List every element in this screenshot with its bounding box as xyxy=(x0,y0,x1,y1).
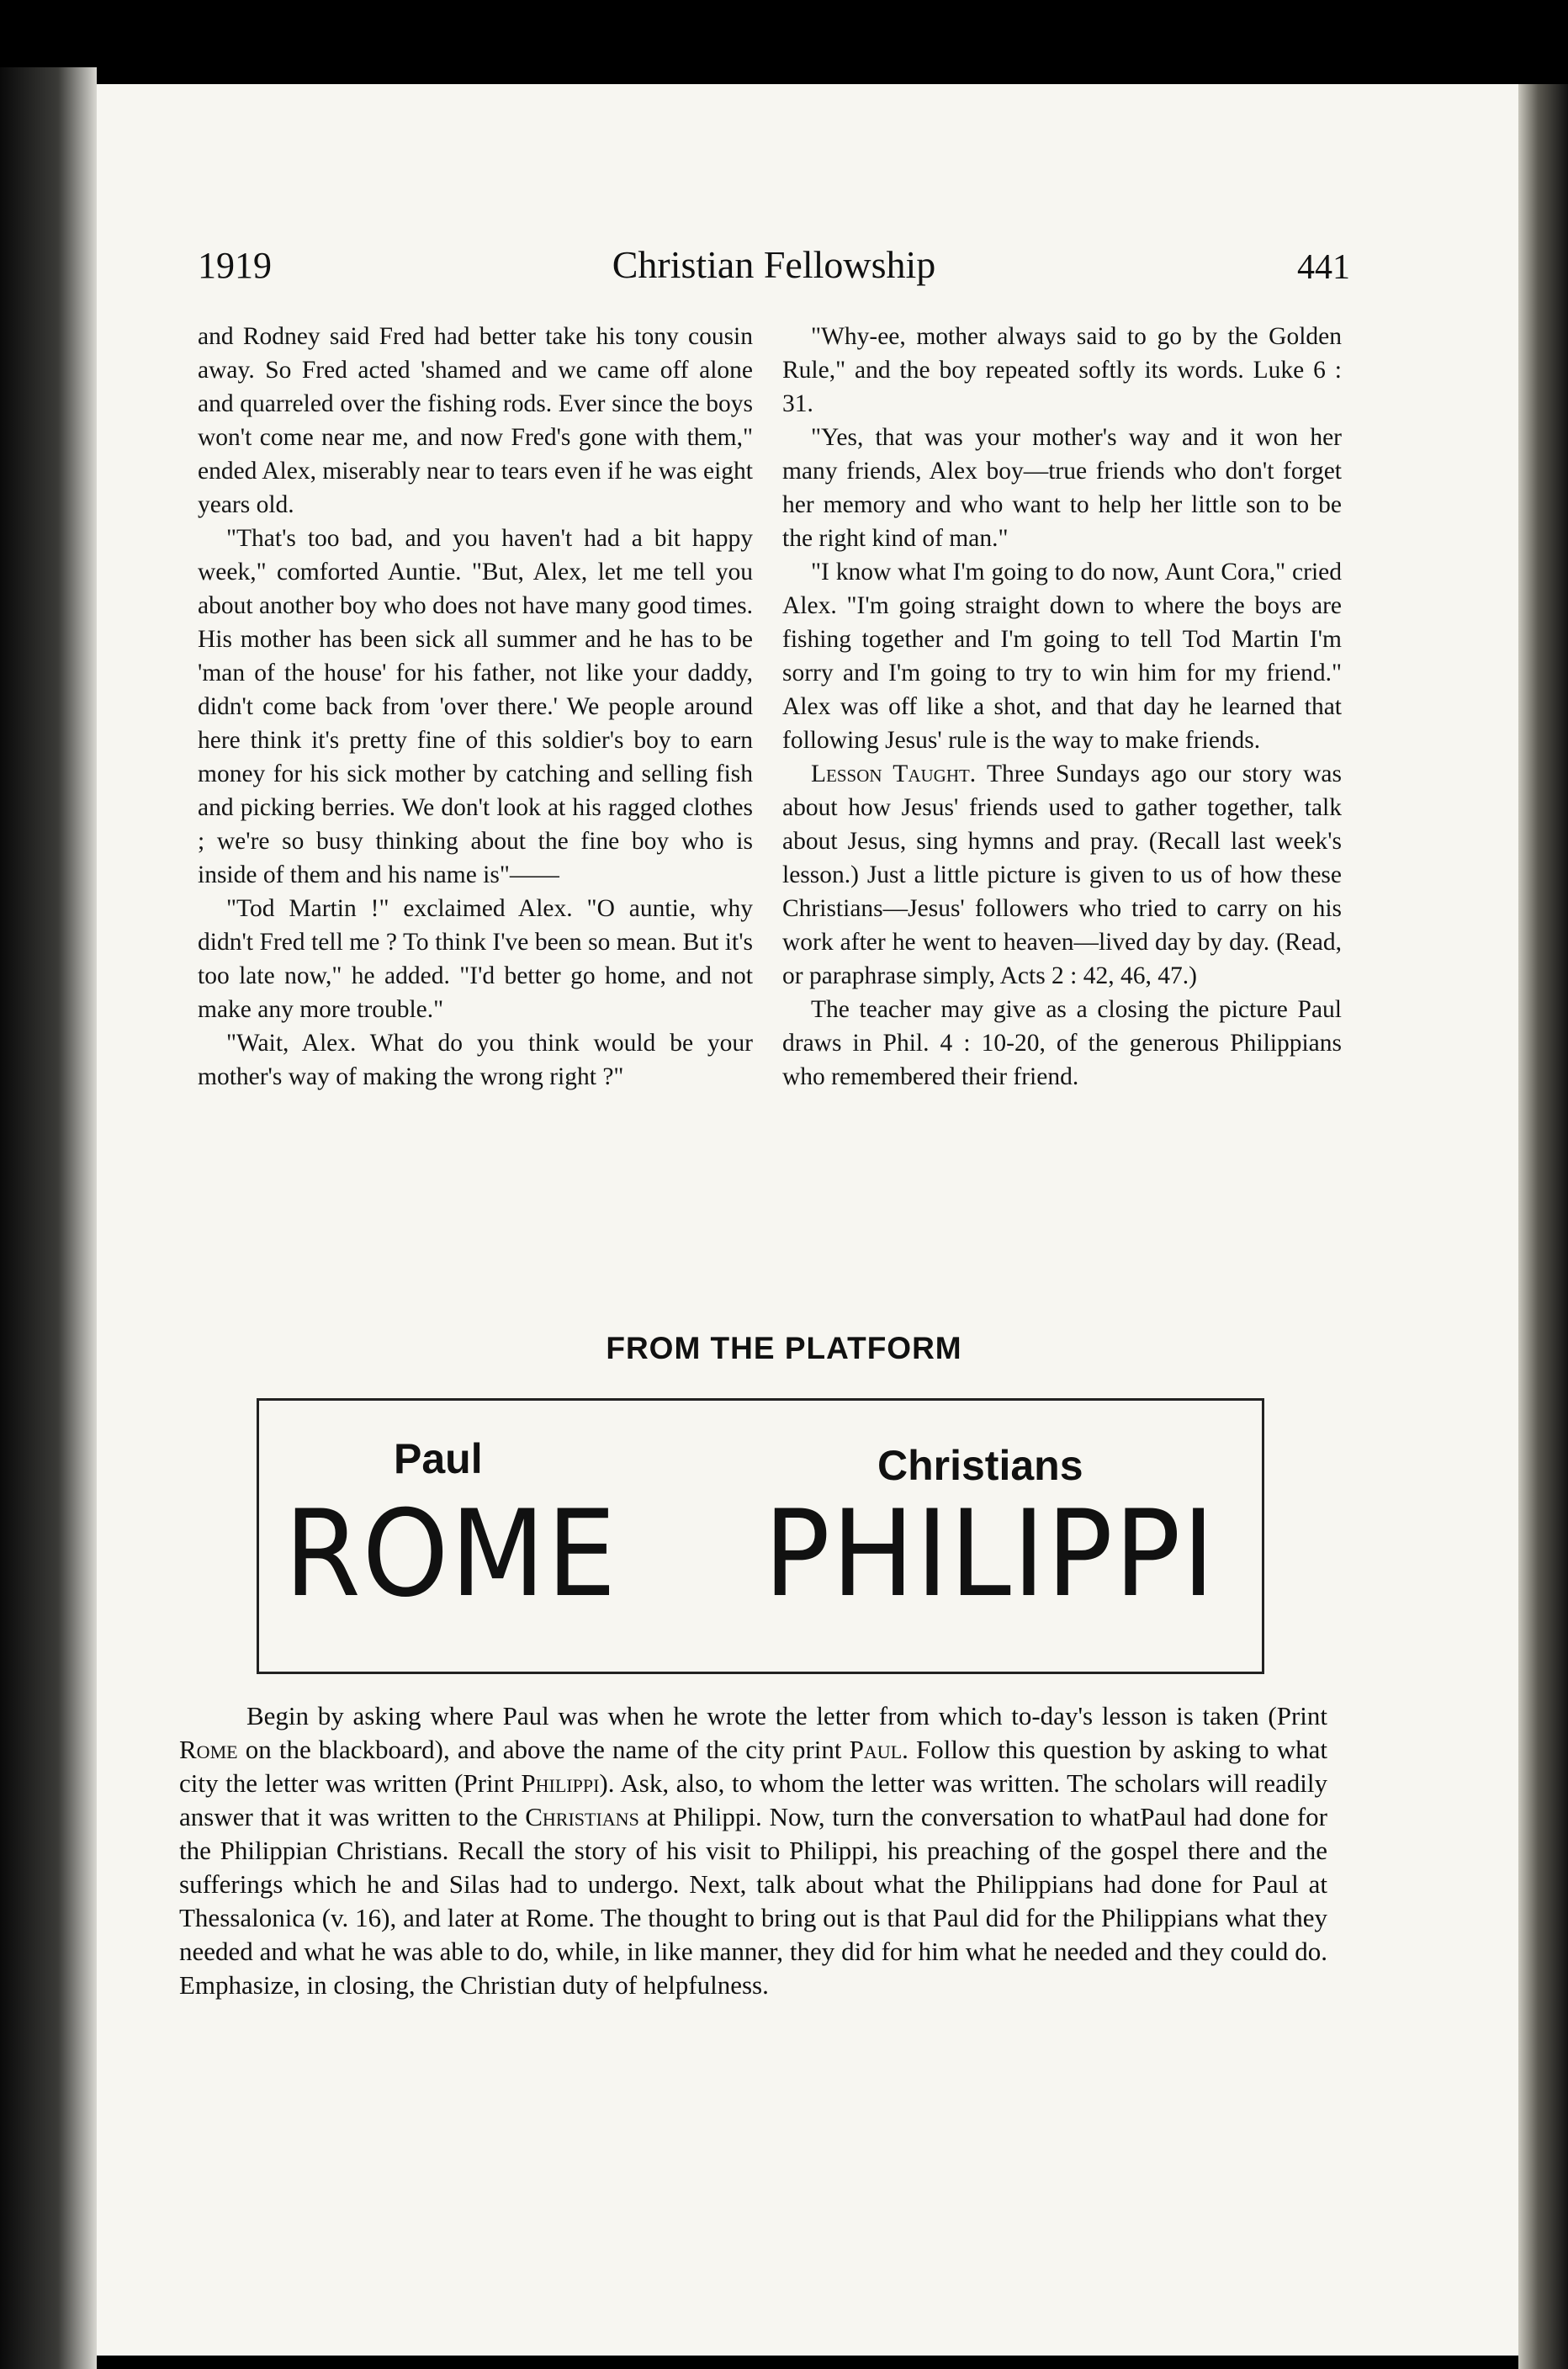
page-number: 441 xyxy=(1297,248,1350,287)
board-label-paul: Paul xyxy=(394,1435,483,1482)
text-run-smallcaps: Christians xyxy=(525,1802,639,1831)
board-word-rome: ROME xyxy=(284,1485,618,1624)
text-run: Begin by asking where Paul was when he wrote the letter from which to-day's lesson is taken (Print xyxy=(246,1701,1327,1730)
blackboard-diagram xyxy=(257,1398,1264,1674)
scan-left-margin xyxy=(0,67,97,2369)
paragraph: "Why-ee, mother always said to go by the Golden Rule," and the boy repeated softly its words. Luke 6 : 31. xyxy=(782,323,1342,417)
platform-instructions xyxy=(179,1699,1327,2002)
text-run-smallcaps: Paul xyxy=(849,1735,903,1764)
text-run: on the blackboard), and above the name of the city print xyxy=(237,1735,850,1764)
platform-heading: FROM THE PLATFORM xyxy=(606,1331,962,1365)
paragraph: "That's too bad, and you haven't had a bit happy week," comforted Auntie. "But, Alex, let me tell you about another boy who does not have many good times. His mother has been sick all summer and he has to be 'man of the house' for his father, not like your daddy, didn't come back from 'over there.' We people around here think it's pretty fine of this soldier's boy to earn money for his sick mother by catching and selling fish and picking berries. We don't look at his ragged clothes ; we're so busy thinking about the fine boy who is inside of them and his name is"—— xyxy=(198,525,753,888)
lesson-taught-paragraph xyxy=(782,757,1342,993)
lesson-heading: Lesson Taught. xyxy=(811,761,977,787)
text-run: ). Ask, also, to whom the letter was written. The scholars will readily answer that it was written to the xyxy=(179,1768,1327,1831)
text-run-smallcaps: Rome xyxy=(179,1735,238,1764)
lesson-text: Three Sundays ago our story was about how Jesus' friends used to gather together, talk about Jesus, sing hymns and pray. (Recall last week's lesson.) Just a little picture is given to us of how these Christians—Jesus' followers who tried to carry on his work after he went to heaven—lived day by day. (Read, or paraphrase simply, Acts 2 : 42, 46, 47.) xyxy=(782,761,1342,989)
header-year: 1919 xyxy=(198,245,272,286)
paragraph: "Wait, Alex. What do you think would be your mother's way of making the wrong right ?" xyxy=(198,1030,753,1090)
instructions-paragraph xyxy=(179,1699,1327,2002)
closing-paragraph: The teacher may give as a closing the picture Paul draws in Phil. 4 : 10-20, of the generous Philippians who remembered their friend. xyxy=(782,996,1342,1090)
board-word-philippi: PHILIPPI xyxy=(764,1485,1216,1624)
paragraph: and Rodney said Fred had better take his tony cousin away. So Fred acted 'shamed and we came off alone and quarreled over the fishing rods. Ever since the boys won't come near me, and now Fred's gone with them," ended Alex, miserably near to tears even if he was eight years old. xyxy=(198,323,753,518)
right-column xyxy=(782,320,1342,1094)
text-run-smallcaps: Philippi xyxy=(521,1768,600,1798)
text-run: at Philippi. Now, turn the conversation to whatPaul had done for the Philippian Christians. Recall the story of his visit to Philippi, his preaching of the gospel there and the sufferings which he and Silas had to undergo. Next, talk about what the Philippians had done for Paul at Thessalonica (v. 16), and later at Rome. The thought to bring out is that Paul did for the Philippians what they needed and what he was able to do, while, in like manner, they did for him what he needed and they could do. Emphasize, in closing, the Christian duty of helpfulness. xyxy=(179,1802,1327,2000)
header-title: Christian Fellowship xyxy=(612,243,936,286)
board-label-christians: Christians xyxy=(877,1442,1083,1489)
book-binding-edge xyxy=(1518,84,1568,2369)
paragraph: "Yes, that was your mother's way and it won her many friends, Alex boy—true friends who don't forget her memory and who want to help her little son to be the right kind of man." xyxy=(782,424,1342,552)
left-column xyxy=(198,320,753,1094)
paragraph: "Tod Martin !" exclaimed Alex. "O auntie, why didn't Fred tell me ? To think I've been so mean. But it's too late now," he added. "I'd better go home, and not make any more trouble." xyxy=(198,895,753,1023)
paragraph: "I know what I'm going to do now, Aunt Cora," cried Alex. "I'm going straight down to where the boys are fishing together and I'm going to tell Tod Martin I'm sorry and I'm going to try to win him for my friend." Alex was off like a shot, and that day he learned that following Jesus' rule is the way to make friends. xyxy=(782,559,1342,754)
running-header xyxy=(198,244,1350,294)
text-run: . Follow this question by asking to what city the letter was written (Print xyxy=(179,1735,1328,1798)
